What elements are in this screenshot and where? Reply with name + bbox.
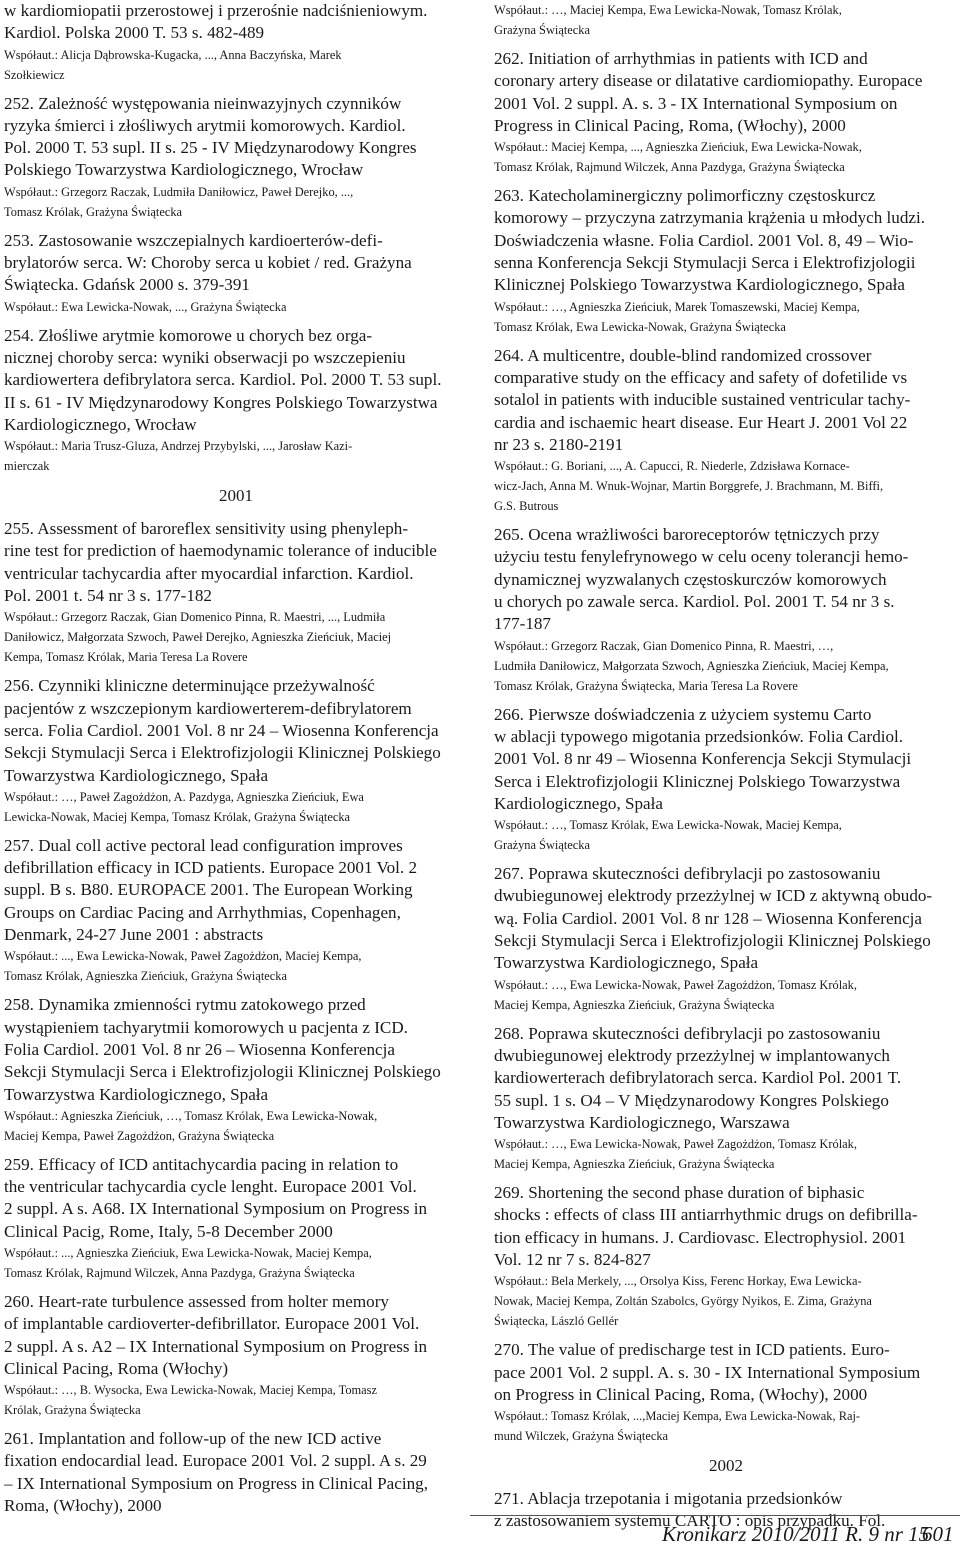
entry-text-line: 261. Implantation and follow-up of the new ICD active	[4, 1429, 382, 1449]
entry-text-line: Pol. 2000 T. 53 supl. II s. 25 - IV Międzynarodowy Kongres	[4, 138, 417, 158]
entry-text-line: dwubiegunowej elektrody przezżylnej w ICD z aktywną obudo-	[494, 886, 933, 906]
bibliography-entry	[4, 835, 468, 986]
coauthors-line: Współaut.: Maciej Kempa, ..., Agnieszka Zieńciuk, Ewa Lewicka-Nowak,	[494, 140, 862, 155]
entry-text-line: fixation endocardial lead. Europace 2001 Vol. 2 suppl. A s. 29	[4, 1451, 427, 1471]
left-column	[4, 0, 468, 1525]
coauthors-line: Szołkiewicz	[4, 67, 65, 82]
entry-text-line: Progress in Clinical Pacing, Roma, (Włochy), 2000	[494, 115, 846, 135]
entry-text-line: – IX International Symposium on Progress in Clinical Pacing,	[4, 1473, 428, 1493]
entry-text-line: Roma, (Włochy), 2000	[4, 1496, 162, 1516]
coauthors-line: Maciej Kempa, Agnieszka Zieńciuk, Grażyna Świątecka	[494, 997, 775, 1012]
coauthors-line: Tomasz Królak, Rajmund Wilczek, Anna Pazdyga, Grażyna Świątecka	[494, 160, 845, 175]
page-number: 601	[922, 1522, 954, 1546]
entry-text-line: kardiowerterach defibrylatorach serca. Kardiol Pol. 2001 T.	[494, 1068, 902, 1088]
entry-text-line: ryzyka śmierci i złośliwych arytmii komorowych. Kardiol.	[4, 115, 406, 135]
coauthors-line: Współaut.: ..., Agnieszka Zieńciuk, Ewa Lewicka-Nowak, Maciej Kempa,	[4, 1245, 372, 1260]
coauthors-line: Maciej Kempa, Agnieszka Zieńciuk, Grażyna Świątecka	[494, 1157, 775, 1172]
year-heading: 2002	[709, 1456, 743, 1476]
entry-text-line: coronary artery disease or dilatative cardiomiopathy. Europace	[494, 71, 923, 91]
bibliography-entry	[4, 93, 468, 222]
entry-text-line: Klinicznej Polskiego Towarzystwa Kardiologicznego, Spała	[494, 275, 906, 295]
coauthors-line: Współaut.: Grzegorz Raczak, Gian Domenico Pinna, R. Maestri, …,	[494, 638, 834, 653]
bibliography-entry	[494, 48, 958, 177]
bibliography-entry	[494, 1023, 958, 1174]
entry-text-line: 2001 Vol. 8 nr 49 – Wiosenna Konferencja Sekcji Stymulacji	[494, 749, 912, 769]
bibliography-entry	[494, 185, 958, 336]
coauthors-line: Tomasz Królak, Grażyna Świątecka, Maria Teresa La Rovere	[494, 678, 798, 693]
coauthors-line: Maciej Kempa, Paweł Zagożdżon, Grażyna Świątecka	[4, 1128, 275, 1143]
footer-divider	[470, 1515, 960, 1516]
coauthors-line: Tomasz Królak, Rajmund Wilczek, Anna Pazdyga, Grażyna Świątecka	[4, 1265, 355, 1280]
coauthors-line: Nowak, Maciej Kempa, Zoltán Szabolcs, György Nyikos, E. Zima, Grażyna	[494, 1294, 872, 1309]
entry-text-line: Clinical Pacig, Rome, Italy, 5-8 December 2000	[4, 1221, 333, 1241]
entry-text-line: 262. Initiation of arrhythmias in patients with ICD and	[494, 49, 868, 68]
entry-text-line: comparative study on the efficacy and safety of dofetilide vs	[494, 367, 908, 387]
right-column	[494, 0, 958, 1541]
coauthors-line: Tomasz Królak, Agnieszka Zieńciuk, Grażyna Świątecka	[4, 969, 287, 984]
coauthors-line: Współaut.: ..., Ewa Lewicka-Nowak, Paweł Zagożdżon, Maciej Kempa,	[4, 949, 362, 964]
entry-text-line: nr 23 s. 2180-2191	[494, 434, 624, 454]
coauthors-line: Królak, Grażyna Świątecka	[4, 1403, 141, 1418]
coauthors-line: Tomasz Królak, Grażyna Świątecka	[4, 204, 183, 219]
entry-text-line: wą. Folia Cardiol. 2001 Vol. 8 nr 128 – Wiosenna Konferencja	[494, 908, 923, 928]
entry-text-line: 254. Złośliwe arytmie komorowe u chorych bez orga-	[4, 325, 373, 345]
entry-text-line: 2 suppl. A s. A68. IX International Symposium on Progress in	[4, 1199, 428, 1219]
entry-text-line: ventricular tachycardia after myocardial infarction. Kardiol.	[4, 563, 414, 583]
entry-text-line: 55 supl. 1 s. O4 – V Międzynarodowy Kongres Polskiego	[494, 1090, 889, 1110]
entry-text-line: Doświadczenia własne. Folia Cardiol. 2001 Vol. 8, 49 – Wio-	[494, 230, 914, 250]
coauthors-line: mierczak	[4, 459, 50, 474]
bibliography-entry	[4, 675, 468, 826]
entry-text-line: dwubiegunowej elektrody przezżylnej w implantowanych	[494, 1045, 890, 1065]
coauthors-line: Współaut.: …, Paweł Zagożdżon, A. Pazdyga, Agnieszka Zieńciuk, Ewa	[4, 789, 364, 804]
coauthors-line: Współaut.: …, B. Wysocka, Ewa Lewicka-Nowak, Maciej Kempa, Tomasz	[4, 1383, 377, 1398]
coauthors-line: Współaut.: Tomasz Królak, ...,Maciej Kempa, Ewa Lewicka-Nowak, Raj-	[494, 1409, 861, 1424]
entry-text-line: brylatorów serca. W: Choroby serca u kobiet / red. Grażyna	[4, 253, 412, 273]
entry-text-line: Denmark, 24-27 June 2001 : abstracts	[4, 925, 264, 945]
bibliography-entry	[494, 1339, 958, 1446]
coauthors-line: wicz-Jach, Anna M. Wnuk-Wojnar, Martin Borggrefe, J. Brachmann, M. Biffi,	[494, 479, 884, 494]
coauthors-line: Lewicka-Nowak, Maciej Kempa, Tomasz Królak, Grażyna Świątecka	[4, 809, 351, 824]
entry-text-line: 263. Katecholaminergiczny polimorficzny częstoskurcz	[494, 186, 876, 206]
coauthors-line: Współaut.: Bela Merkely, ..., Orsolya Kiss, Ferenc Horkay, Ewa Lewicka-	[494, 1274, 862, 1289]
entry-text-line: 255. Assessment of baroreflex sensitivity using phenyleph-	[4, 519, 409, 539]
coauthors-line: Współaut.: Alicja Dąbrowska-Kugacka, ..., Anna Baczyńska, Marek	[4, 47, 342, 62]
coauthors-line: Współaut.: G. Boriani, ..., A. Capucci, R. Niederle, Zdzisława Kornace-	[494, 459, 850, 474]
entry-text-line: serca. Folia Cardiol. 2001 Vol. 8 nr 24 – Wiosenna Konferencja	[4, 720, 439, 740]
entry-text-line: 177-187	[494, 614, 551, 634]
entry-text-line: Sekcji Stymulacji Serca i Elektrofizjologii Klinicznej Polskiego	[494, 931, 931, 951]
coauthors-line: Grażyna Świątecka	[494, 23, 590, 37]
entry-text-line: z zastosowaniem systemu CARTO : opis przypadku. Fol.	[494, 1511, 886, 1531]
entry-text-line: Folia Cardiol. 2001 Vol. 8 nr 26 – Wiosenna Konferencja	[4, 1039, 395, 1059]
entry-text-line: 2001 Vol. 2 suppl. A. s. 3 - IX International Symposium on	[494, 93, 898, 113]
entry-text-line: Towarzystwa Kardiologicznego, Spała	[4, 765, 269, 785]
entry-text-line: tion efficacy in humans. J. Cardiovasc. Electrophysiol. 2001	[494, 1227, 907, 1247]
entry-text-line: 271. Ablacja trzepotania i migotania przedsionków	[494, 1489, 843, 1509]
coauthors-line: Współaut.: …, Agnieszka Zieńciuk, Marek Tomaszewski, Maciej Kempa,	[494, 299, 860, 314]
entry-text-line: shocks : effects of class III antiarrhythmic drugs on defibrilla-	[494, 1205, 918, 1225]
entry-text-line: Towarzystwa Kardiologicznego, Warszawa	[494, 1112, 790, 1132]
bibliography-entry	[494, 1182, 958, 1331]
entry-text-line: u chorych po zawale serca. Kardiol. Pol. 2001 T. 54 nr 3 s.	[494, 592, 895, 612]
entry-text-line: on Progress in Clinical Pacing, Roma, (Włochy), 2000	[494, 1384, 868, 1404]
entry-text-line: pacjentów z wszczepionym kardiowerterem-defibrylatorem	[4, 698, 412, 718]
bibliography-entry	[4, 1154, 468, 1283]
coauthors-line: Współaut.: …, Maciej Kempa, Ewa Lewicka-Nowak, Tomasz Królak,	[494, 3, 842, 17]
entry-text-line: 252. Zależność występowania nieinwazyjnych czynników	[4, 93, 402, 113]
bibliography-entry	[494, 345, 958, 516]
entry-text-line: 269. Shortening the second phase duration of biphasic	[494, 1183, 865, 1203]
entry-text-line: wystąpieniem tachyarytmii komorowych u pacjenta z ICD.	[4, 1017, 408, 1037]
coauthors-line: Współaut.: …, Ewa Lewicka-Nowak, Paweł Zagożdżon, Tomasz Królak,	[494, 977, 857, 992]
entry-text-line: 264. A multicentre, double-blind randomized crossover	[494, 345, 872, 365]
coauthors-line: Tomasz Królak, Ewa Lewicka-Nowak, Grażyna Świątecka	[494, 319, 786, 334]
entry-text-line: Clinical Pacing, Roma (Włochy)	[4, 1358, 229, 1378]
entry-text-line: Serca i Elektrofizjologii Klinicznej Polskiego Towarzystwa	[494, 771, 901, 791]
bibliography-entry	[4, 1291, 468, 1420]
entry-text-line: 257. Dual coll active pectoral lead configuration improves	[4, 835, 403, 855]
entry-text-line: Polskiego Towarzystwa Kardiologicznego, Wrocław	[4, 160, 364, 180]
entry-text-line: rine test for prediction of haemodynamic tolerance of inducible	[4, 541, 437, 561]
entry-text-line: dynamicznej wyzwalanych częstoskurczów komorowych	[494, 569, 887, 589]
bibliography-entry	[494, 863, 958, 1014]
bibliography-entry	[494, 524, 958, 695]
entry-text-line: Kardiol. Polska 2000 T. 53 s. 482-489	[4, 23, 265, 43]
coauthors-line: Współaut.: …, Tomasz Królak, Ewa Lewicka-Nowak, Maciej Kempa,	[494, 818, 842, 833]
coauthors-line: Grażyna Świątecka	[494, 838, 590, 853]
entry-text-line: kardiowertera defibrylatora serca. Kardiol. Pol. 2000 T. 53 supl.	[4, 370, 442, 390]
entry-text-line: cardia and ischaemic heart disease. Eur Heart J. 2001 Vol 22	[494, 412, 908, 432]
entry-text-line: Groups on Cardiac Pacing and Arrhythmias, Copenhagen,	[4, 902, 401, 922]
coauthors-line: Współaut.: Grzegorz Raczak, Ludmiła Daniłowicz, Paweł Derejko, ...,	[4, 184, 354, 199]
coauthors-line: Współaut.: …, Ewa Lewicka-Nowak, Paweł Zagożdżon, Tomasz Królak,	[494, 1137, 857, 1152]
coauthors-line: mund Wilczek, Grażyna Świątecka	[494, 1429, 669, 1444]
bibliography-entry	[4, 0, 468, 85]
entry-text-line: Sekcji Stymulacji Serca i Elektrofizjologii Klinicznej Polskiego	[4, 1062, 441, 1082]
entry-text-line: the ventricular tachycardia cycle lenght. Europace 2001 Vol.	[4, 1177, 417, 1197]
entry-text-line: 270. The value of predischarge test in ICD patients. Euro-	[494, 1340, 890, 1360]
entry-text-line: w ablacji typowego migotania przedsionków. Folia Cardiol.	[494, 726, 904, 746]
coauthors-line: Współaut.: Maria Trusz-Gluza, Andrzej Przybylski, ..., Jarosław Kazi-	[4, 439, 353, 454]
entry-text-line: 266. Pierwsze doświadczenia z użyciem systemu Carto	[494, 704, 872, 724]
entry-text-line: defibrillation efficacy in ICD patients. Europace 2001 Vol. 2	[4, 858, 417, 878]
entry-text-line: 253. Zastosowanie wszczepialnych kardioerterów-defi-	[4, 230, 383, 250]
bibliography-entry	[4, 994, 468, 1145]
bibliography-entry	[4, 230, 468, 317]
year-heading: 2001	[219, 486, 253, 506]
coauthors-line: Daniłowicz, Małgorzata Szwoch, Paweł Derejko, Agnieszka Zieńciuk, Maciej	[4, 630, 392, 645]
entry-text-line: 268. Poprawa skuteczności defibrylacji po zastosowaniu	[494, 1023, 881, 1043]
entry-text-line: Kardiologicznego, Spała	[494, 793, 663, 813]
entry-text-line: of implantable cardioverter-defibrillator. Europace 2001 Vol.	[4, 1314, 420, 1334]
entry-text-line: komorowy – przyczyna zatrzymania krążenia u młodych ludzi.	[494, 208, 925, 228]
entry-text-line: suppl. B s. B80. EUROPACE 2001. The European Working	[4, 880, 413, 900]
entry-text-line: Vol. 12 nr 7 s. 824-827	[494, 1249, 651, 1269]
entry-text-line: 267. Poprawa skuteczności defibrylacji po zastosowaniu	[494, 864, 881, 884]
coauthors-line: Kempa, Tomasz Królak, Maria Teresa La Rovere	[4, 650, 248, 665]
entry-text-line: w kardiomiopatii przerostowej i przerośnie nadciśnieniowym.	[4, 1, 428, 20]
entry-text-line: Pol. 2001 t. 54 nr 3 s. 177-182	[4, 586, 212, 606]
entry-text-line: Towarzystwa Kardiologicznego, Spała	[494, 953, 759, 973]
entry-text-line: 256. Czynniki kliniczne determinujące przeżywalność	[4, 676, 375, 696]
coauthors-line: Współaut.: Ewa Lewicka-Nowak, ..., Grażyna Świątecka	[4, 299, 287, 314]
bibliography-entry	[4, 1428, 468, 1517]
entry-text-line: Kardiologicznego, Wrocław	[4, 414, 197, 434]
entry-text-line: 260. Heart-rate turbulence assessed from holter memory	[4, 1291, 389, 1311]
bibliography-entry	[4, 325, 468, 476]
entry-text-line: sotalol in patients with inducible sustained ventricular tachy-	[494, 390, 911, 410]
entry-text-line: nicznej choroby serca: wyniki obserwacji po wszczepieniu	[4, 347, 406, 367]
bibliography-entry	[4, 518, 468, 667]
entry-text-line: 258. Dynamika zmienności rytmu zatokowego przed	[4, 995, 366, 1015]
entry-text-line: II s. 61 - IV Międzynarodowy Kongres Polskiego Towarzystwa	[4, 392, 438, 412]
entry-text-line: Towarzystwa Kardiologicznego, Spała	[4, 1084, 269, 1104]
bibliography-entry	[494, 0, 958, 40]
entry-text-line: 265. Ocena wrażliwości baroreceptorów tętniczych przy	[494, 525, 880, 545]
entry-text-line: 2 suppl. A s. A2 – IX International Symposium on Progress in	[4, 1336, 428, 1356]
entry-text-line: 259. Efficacy of ICD antitachycardia pacing in relation to	[4, 1154, 399, 1174]
coauthors-line: Współaut.: Agnieszka Zieńciuk, …, Tomasz Królak, Ewa Lewicka-Nowak,	[4, 1108, 378, 1123]
entry-text-line: Świątecka. Gdańsk 2000 s. 379-391	[4, 275, 250, 295]
coauthors-line: Współaut.: Grzegorz Raczak, Gian Domenico Pinna, R. Maestri, ..., Ludmiła	[4, 610, 386, 625]
entry-text-line: pace 2001 Vol. 2 suppl. A. s. 30 - IX International Symposium	[494, 1362, 921, 1382]
footer-journal-title: Kronikarz 2010/2011 R. 9 nr 15	[662, 1522, 930, 1546]
coauthors-line: Świątecka, László Gellér	[494, 1314, 619, 1329]
entry-text-line: Sekcji Stymulacji Serca i Elektrofizjologii Klinicznej Polskiego	[4, 743, 441, 763]
coauthors-line: G.S. Butrous	[494, 499, 559, 514]
entry-text-line: użyciu testu fenylefrynowego w celu oceny tolerancji hemo-	[494, 547, 909, 567]
coauthors-line: Ludmiła Daniłowicz, Małgorzata Szwoch, Agnieszka Zieńciuk, Maciej Kempa,	[494, 658, 889, 673]
bibliography-entry	[494, 704, 958, 855]
entry-text-line: senna Konferencja Sekcji Stymulacji Serca i Elektrofizjologii	[494, 253, 916, 273]
